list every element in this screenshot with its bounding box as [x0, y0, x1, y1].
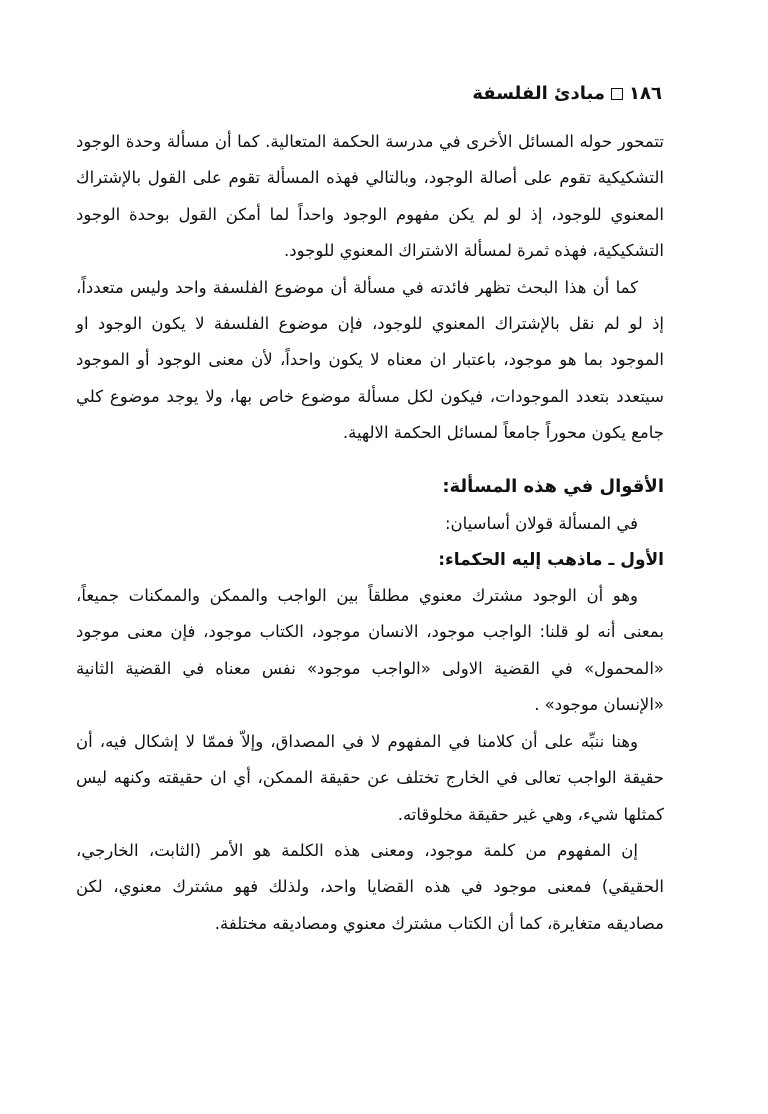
paragraph-meaning-of-existent: إن المفهوم من كلمة موجود، ومعنى هذه الكلمة هو الأمر (الثابت، الخارجي، الحقيقي) فمعنى موجود في هذه القضايا واحد، ولذلك فهو مشترك معنوي، لكن مصاديقه متغايرة، كما أن الكتاب مشترك معنوي ومصاديقه مختلفة. — [76, 840, 664, 933]
paragraph-continuation: تتمحور حوله المسائل الأخرى في مدرسة الحكمة المتعالية. كما أن مسألة وحدة الوجود التشكيكية تقوم على أصالة الوجود، وبالتالي فهذه المسألة تقوم على القول بالإشتراك المعنوي للوجود، إذ لو لم يكن مفهوم الوجود واحداً لما أمكن القول بوحدة الوجود التشكيكية، فهذه ثمرة لمسألة الاشتراك المعنوي للوجود. — [76, 132, 664, 261]
page-number: ١٨٦ — [629, 83, 662, 104]
body-text — [76, 124, 664, 942]
paragraph-first-view: وهو أن الوجود مشترك معنوي مطلقاً بين الواجب والممكن والممكنات جميعاً، بمعنى أنه لو قلنا: الواجب موجود، الانسان موجود، الكتاب موجود، فإن معنى موجود «المحمول» في القضية الاولى «الواجب موجود» نفس معناه في القضية الثانية «الإنسان موجود» . — [76, 586, 664, 715]
section-heading-views: الأقوال في هذه المسألة: — [442, 475, 664, 497]
spacer — [76, 452, 664, 468]
book-title: مبادئ الفلسفة — [472, 83, 606, 104]
paragraph-concept-note: وهنا ننبِّه على أن كلامنا في المفهوم لا في المصداق، وإلاّ فممّا لا إشكال فيه، أن حقيقة الواجب تعالى في الخارج تختلف عن حقيقة الممكن، أي ان حقيقته وكنهه ليس كمثلها شيء، وهي غير حقيقة مخلوقاته. — [76, 731, 664, 824]
paragraph-two-views: في المسألة قولان أساسيان: — [444, 513, 638, 533]
subheading-first-view: الأول ـ ماذهب إليه الحكماء: — [438, 550, 664, 571]
running-header — [102, 82, 662, 106]
paragraph-philosophy-subject: كما أن هذا البحث تظهر فائدته في مسألة أن موضوع الفلسفة واحد وليس متعدداً، إذ لو لم نقل بالإشتراك المعنوي للوجود، فإن موضوع الفلسفة لا يكون الوجود او الموجود بما هو موجود، باعتبار ان معناه لا يكون واحداً، لأن معنى الوجود أو الموجود سيتعدد بتعدد الموجودات، فيكون لكل مسألة موضوع خاص بها، ولا يوجد موضوع كلي جامع يكون محوراً جامعاً لمسائل الحكمة الالهية. — [76, 277, 664, 443]
square-separator-icon — [611, 88, 623, 100]
